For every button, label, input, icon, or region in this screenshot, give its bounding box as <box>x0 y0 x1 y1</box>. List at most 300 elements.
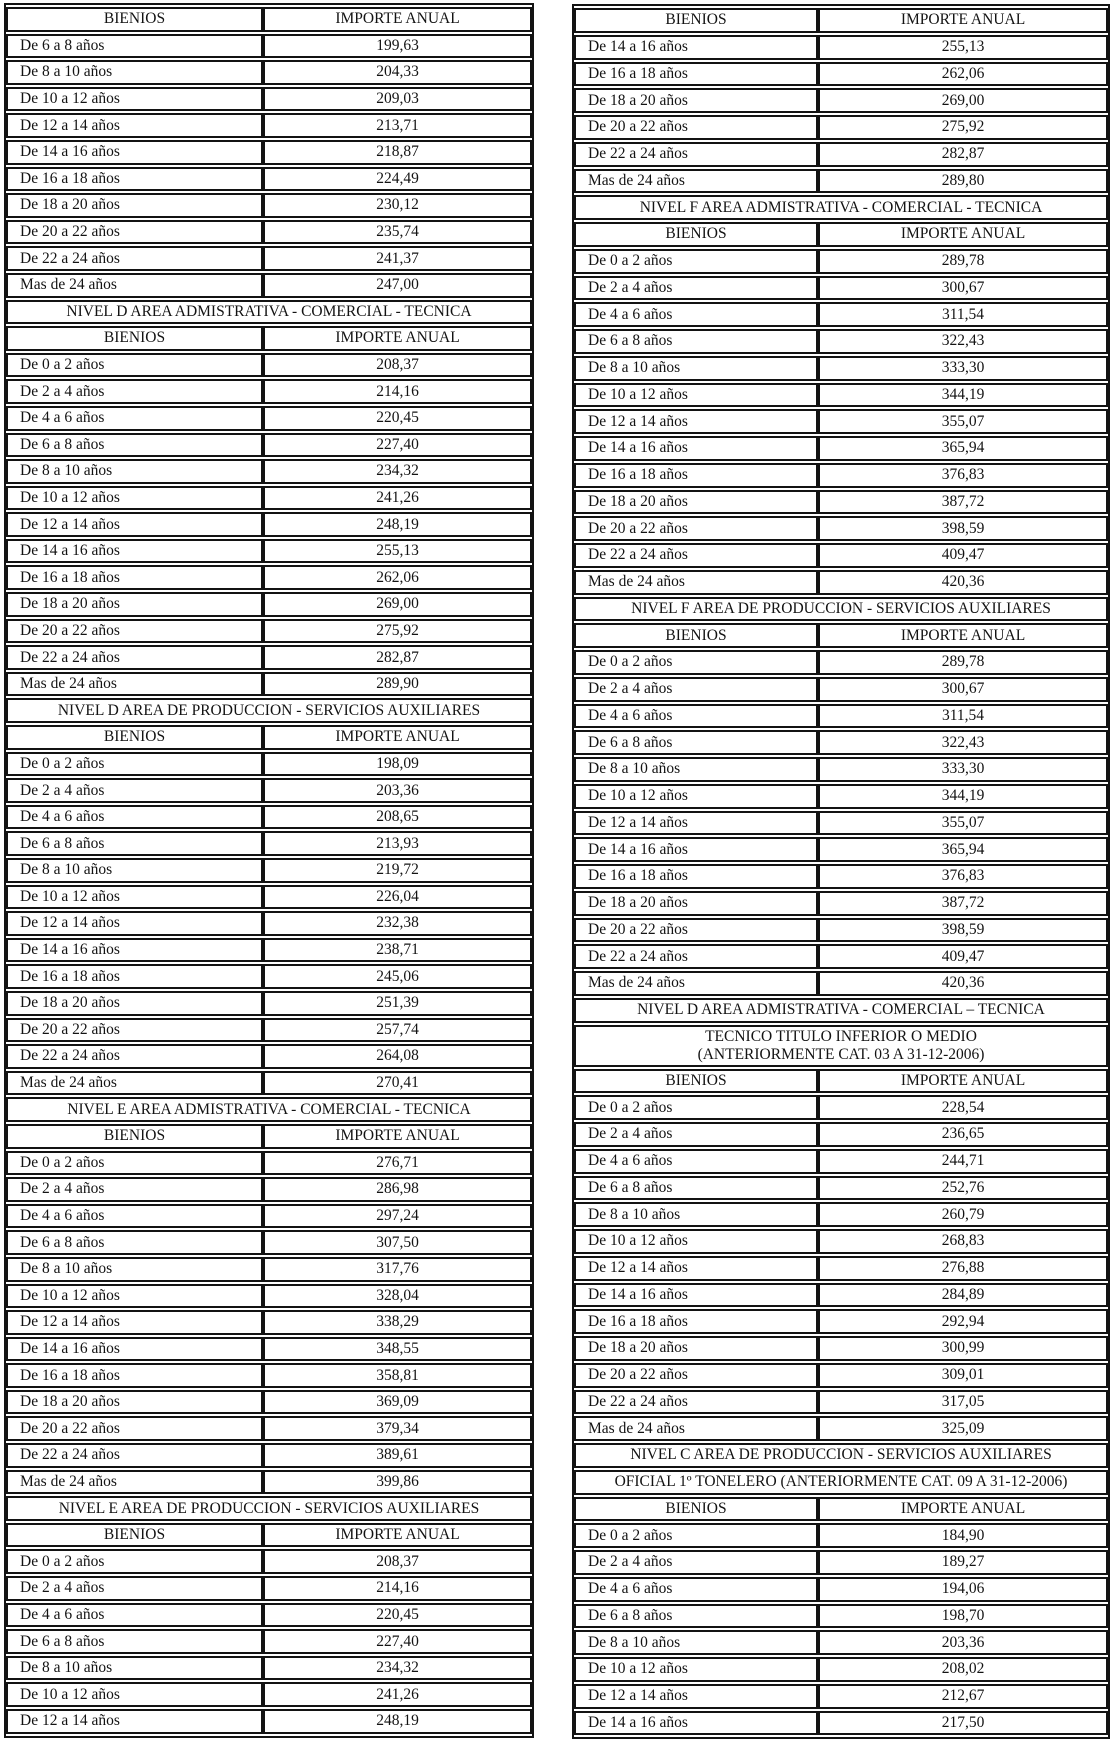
table-row <box>6 87 532 112</box>
column-header-row <box>6 7 532 32</box>
bienios-cell: De 18 a 20 años <box>6 592 263 617</box>
table-row <box>574 1309 1108 1334</box>
importe-cell: 255,13 <box>818 35 1108 60</box>
table-row <box>6 1603 532 1628</box>
bienios-cell: De 10 a 12 años <box>6 1682 263 1707</box>
table-row <box>574 490 1108 515</box>
bienios-cell: De 6 a 8 años <box>574 1176 818 1201</box>
table-row <box>574 1149 1108 1174</box>
importe-cell: 284,89 <box>818 1283 1108 1308</box>
bienios-cell: De 6 a 8 años <box>6 1629 263 1654</box>
table-row <box>574 1657 1108 1682</box>
table-row <box>6 1257 532 1282</box>
bienios-cell: De 22 a 24 años <box>574 142 818 167</box>
column-header-row <box>574 8 1108 33</box>
bienios-cell: Mas de 24 años <box>6 672 263 697</box>
table-row <box>574 1095 1108 1120</box>
bienios-cell: De 2 a 4 años <box>6 1177 263 1202</box>
section-title: NIVEL E AREA DE PRODUCCION - SERVICIOS AUXILIARES <box>6 1496 532 1521</box>
section-title: NIVEL D AREA DE PRODUCCION - SERVICIOS AUXILIARES <box>6 698 532 723</box>
importe-cell: 387,72 <box>818 490 1108 515</box>
bienios-cell: De 2 a 4 años <box>574 1122 818 1147</box>
bienios-cell: De 6 a 8 años <box>6 831 263 856</box>
table-row <box>574 1684 1108 1709</box>
bienios-cell: Mas de 24 años <box>6 1071 263 1096</box>
table-row <box>6 1310 532 1335</box>
importe-header-cell: IMPORTE ANUAL <box>818 8 1108 33</box>
importe-cell: 282,87 <box>818 142 1108 167</box>
column-header-row <box>574 222 1108 247</box>
bienios-cell: De 12 a 14 años <box>6 113 263 138</box>
column-header-row <box>574 1497 1108 1522</box>
importe-cell: 292,94 <box>818 1309 1108 1334</box>
bienios-cell: De 12 a 14 años <box>6 911 263 936</box>
importe-cell: 369,09 <box>263 1390 532 1415</box>
importe-cell: 275,92 <box>263 619 532 644</box>
bienios-header-cell: BIENIOS <box>6 7 263 32</box>
table-row <box>574 409 1108 434</box>
table-row <box>6 1363 532 1388</box>
importe-cell: 214,16 <box>263 1576 532 1601</box>
table-row <box>574 543 1108 568</box>
importe-cell: 322,43 <box>818 329 1108 354</box>
importe-header-cell: IMPORTE ANUAL <box>818 1069 1108 1094</box>
column-header-row <box>6 326 532 351</box>
importe-cell: 282,87 <box>263 645 532 670</box>
bienios-cell: De 6 a 8 años <box>6 34 263 59</box>
bienios-cell: De 0 a 2 años <box>6 1151 263 1176</box>
bienios-cell: De 10 a 12 años <box>6 1284 263 1309</box>
importe-cell: 227,40 <box>263 1629 532 1654</box>
salary-table-left-column <box>4 3 534 1738</box>
importe-cell: 198,09 <box>263 752 532 777</box>
table-row <box>574 704 1108 729</box>
table-row <box>6 1443 532 1468</box>
importe-cell: 230,12 <box>263 193 532 218</box>
importe-cell: 420,36 <box>818 570 1108 595</box>
importe-cell: 409,47 <box>818 543 1108 568</box>
table-row <box>6 1549 532 1574</box>
importe-cell: 398,59 <box>818 918 1108 943</box>
bienios-cell: De 6 a 8 años <box>574 730 818 755</box>
bienios-cell: De 6 a 8 años <box>574 1604 818 1629</box>
importe-cell: 241,26 <box>263 486 532 511</box>
importe-cell: 236,65 <box>818 1122 1108 1147</box>
section-title: NIVEL D AREA ADMISTRATIVA - COMERCIAL - TECNICA <box>6 300 532 325</box>
bienios-cell: De 10 a 12 años <box>574 1229 818 1254</box>
table-row <box>574 1416 1108 1441</box>
importe-cell: 198,70 <box>818 1604 1108 1629</box>
bienios-cell: De 16 a 18 años <box>6 964 263 989</box>
bienios-cell: De 22 a 24 años <box>6 1443 263 1468</box>
importe-cell: 203,36 <box>263 778 532 803</box>
importe-cell: 217,50 <box>818 1711 1108 1736</box>
importe-cell: 322,43 <box>818 730 1108 755</box>
table-row <box>574 864 1108 889</box>
bienios-cell: De 20 a 22 años <box>574 115 818 140</box>
bienios-cell: De 4 a 6 años <box>6 406 263 431</box>
importe-header-cell: IMPORTE ANUAL <box>263 1124 532 1149</box>
bienios-cell: Mas de 24 años <box>6 1470 263 1495</box>
bienios-header-cell: BIENIOS <box>574 1497 818 1522</box>
table-row <box>6 752 532 777</box>
table-row <box>6 1629 532 1654</box>
table-row <box>6 1071 532 1096</box>
importe-cell: 344,19 <box>818 784 1108 809</box>
table-row <box>574 169 1108 194</box>
importe-header-cell: IMPORTE ANUAL <box>263 326 532 351</box>
importe-cell: 248,19 <box>263 512 532 537</box>
bienios-cell: Mas de 24 años <box>574 570 818 595</box>
table-row <box>6 1204 532 1229</box>
table-row <box>574 918 1108 943</box>
section-title: NIVEL E AREA ADMISTRATIVA - COMERCIAL - TECNICA <box>6 1097 532 1122</box>
bienios-cell: De 20 a 22 años <box>6 220 263 245</box>
importe-cell: 365,94 <box>818 837 1108 862</box>
table-row <box>574 436 1108 461</box>
importe-cell: 289,78 <box>818 249 1108 274</box>
bienios-cell: De 0 a 2 años <box>6 752 263 777</box>
bienios-cell: De 8 a 10 años <box>6 1257 263 1282</box>
table-row <box>574 1577 1108 1602</box>
bienios-cell: De 8 a 10 años <box>6 858 263 883</box>
table-row <box>574 142 1108 167</box>
table-row <box>6 1682 532 1707</box>
table-row <box>6 1177 532 1202</box>
table-row <box>6 1284 532 1309</box>
importe-cell: 208,65 <box>263 805 532 830</box>
importe-cell: 241,37 <box>263 246 532 271</box>
importe-header-cell: IMPORTE ANUAL <box>818 1497 1108 1522</box>
bienios-cell: De 8 a 10 años <box>6 60 263 85</box>
importe-cell: 286,98 <box>263 1177 532 1202</box>
importe-cell: 317,76 <box>263 1257 532 1282</box>
bienios-cell: De 16 a 18 años <box>6 1363 263 1388</box>
bienios-header-cell: BIENIOS <box>574 222 818 247</box>
importe-cell: 276,88 <box>818 1256 1108 1281</box>
importe-cell: 409,47 <box>818 944 1108 969</box>
bienios-cell: De 2 a 4 años <box>574 1550 818 1575</box>
table-row <box>574 1630 1108 1655</box>
table-row <box>574 811 1108 836</box>
bienios-cell: De 22 a 24 años <box>6 246 263 271</box>
table-row <box>574 62 1108 87</box>
table-row <box>574 784 1108 809</box>
importe-cell: 270,41 <box>263 1071 532 1096</box>
importe-cell: 269,00 <box>263 592 532 617</box>
table-row <box>574 1256 1108 1281</box>
bienios-cell: De 20 a 22 años <box>574 918 818 943</box>
bienios-cell: De 6 a 8 años <box>6 433 263 458</box>
importe-cell: 213,71 <box>263 113 532 138</box>
table-row <box>6 1576 532 1601</box>
bienios-cell: De 4 a 6 años <box>574 1577 818 1602</box>
table-row <box>6 113 532 138</box>
importe-cell: 376,83 <box>818 864 1108 889</box>
bienios-cell: De 16 a 18 años <box>574 864 818 889</box>
importe-cell: 184,90 <box>818 1523 1108 1548</box>
table-row <box>6 619 532 644</box>
importe-cell: 218,87 <box>263 140 532 165</box>
importe-header-cell: IMPORTE ANUAL <box>263 7 532 32</box>
table-row <box>574 730 1108 755</box>
bienios-cell: De 2 a 4 años <box>574 677 818 702</box>
section-header-row <box>574 1025 1108 1067</box>
importe-cell: 275,92 <box>818 115 1108 140</box>
importe-cell: 227,40 <box>263 433 532 458</box>
table-row <box>574 1711 1108 1736</box>
table-row <box>6 512 532 537</box>
importe-cell: 260,79 <box>818 1202 1108 1227</box>
table-row <box>6 1656 532 1681</box>
salary-table-right-column <box>572 4 1110 1739</box>
table-row <box>574 1336 1108 1361</box>
bienios-cell: De 8 a 10 años <box>574 757 818 782</box>
table-row <box>6 1230 532 1255</box>
bienios-cell: De 18 a 20 años <box>6 1390 263 1415</box>
section-header-row <box>6 698 532 723</box>
importe-cell: 289,80 <box>818 169 1108 194</box>
importe-cell: 228,54 <box>818 1095 1108 1120</box>
column-header-row <box>6 725 532 750</box>
table-row <box>574 1283 1108 1308</box>
bienios-cell: De 20 a 22 años <box>6 1416 263 1441</box>
bienios-cell: De 18 a 20 años <box>6 193 263 218</box>
bienios-cell: De 10 a 12 años <box>574 1657 818 1682</box>
importe-cell: 300,67 <box>818 677 1108 702</box>
importe-cell: 317,05 <box>818 1390 1108 1415</box>
importe-cell: 365,94 <box>818 436 1108 461</box>
column-header-row <box>6 1124 532 1149</box>
table-row <box>574 463 1108 488</box>
table-row <box>6 565 532 590</box>
bienios-header-cell: BIENIOS <box>6 326 263 351</box>
table-row <box>574 115 1108 140</box>
importe-cell: 348,55 <box>263 1337 532 1362</box>
section-header-row <box>6 300 532 325</box>
table-row <box>6 246 532 271</box>
table-row <box>6 220 532 245</box>
bienios-cell: De 20 a 22 años <box>6 1018 263 1043</box>
importe-cell: 235,74 <box>263 220 532 245</box>
importe-cell: 245,06 <box>263 964 532 989</box>
bienios-cell: De 12 a 14 años <box>6 1310 263 1335</box>
bienios-cell: De 12 a 14 años <box>574 1684 818 1709</box>
table-row <box>574 1229 1108 1254</box>
table-row <box>574 650 1108 675</box>
section-header-row <box>574 195 1108 220</box>
table-row <box>574 1390 1108 1415</box>
section-header-row <box>574 1443 1108 1468</box>
bienios-cell: De 18 a 20 años <box>574 88 818 113</box>
bienios-cell: De 14 a 16 años <box>574 35 818 60</box>
bienios-cell: De 8 a 10 años <box>574 1202 818 1227</box>
bienios-cell: Mas de 24 años <box>574 169 818 194</box>
section-title: OFICIAL 1º TONELERO (ANTERIORMENTE CAT. 09 A 31-12-2006) <box>574 1470 1108 1495</box>
table-row <box>6 433 532 458</box>
bienios-cell: Mas de 24 años <box>574 1416 818 1441</box>
table-row <box>6 1390 532 1415</box>
bienios-cell: De 0 a 2 años <box>574 1523 818 1548</box>
bienios-cell: De 8 a 10 años <box>6 1656 263 1681</box>
bienios-cell: De 18 a 20 años <box>574 891 818 916</box>
importe-cell: 328,04 <box>263 1284 532 1309</box>
table-row <box>6 858 532 883</box>
table-row <box>574 302 1108 327</box>
table-row <box>6 778 532 803</box>
salary-table-left-body <box>6 7 532 1734</box>
table-row <box>574 944 1108 969</box>
bienios-header-cell: BIENIOS <box>574 623 818 648</box>
table-row <box>6 379 532 404</box>
bienios-cell: De 14 a 16 años <box>6 140 263 165</box>
importe-cell: 358,81 <box>263 1363 532 1388</box>
table-row <box>574 1550 1108 1575</box>
bienios-cell: De 6 a 8 años <box>6 1230 263 1255</box>
importe-cell: 203,36 <box>818 1630 1108 1655</box>
bienios-header-cell: BIENIOS <box>574 1069 818 1094</box>
table-row <box>6 193 532 218</box>
bienios-cell: De 4 a 6 años <box>6 805 263 830</box>
table-row <box>6 353 532 378</box>
table-row <box>574 891 1108 916</box>
importe-cell: 208,02 <box>818 1657 1108 1682</box>
importe-cell: 234,32 <box>263 459 532 484</box>
table-row <box>6 406 532 431</box>
bienios-cell: De 6 a 8 años <box>574 329 818 354</box>
bienios-cell: De 14 a 16 años <box>574 1283 818 1308</box>
section-header-row <box>574 1470 1108 1495</box>
importe-cell: 220,45 <box>263 1603 532 1628</box>
bienios-cell: De 12 a 14 años <box>574 1256 818 1281</box>
bienios-cell: De 14 a 16 años <box>6 539 263 564</box>
table-row <box>6 991 532 1016</box>
importe-cell: 194,06 <box>818 1577 1108 1602</box>
section-title: TECNICO TITULO INFERIOR O MEDIO (ANTERIORMENTE CAT. 03 A 31-12-2006) <box>574 1025 1108 1067</box>
importe-cell: 241,26 <box>263 1682 532 1707</box>
bienios-cell: De 2 a 4 años <box>6 778 263 803</box>
bienios-cell: De 12 a 14 años <box>6 1709 263 1734</box>
table-row <box>574 1202 1108 1227</box>
table-row <box>574 971 1108 996</box>
importe-cell: 244,71 <box>818 1149 1108 1174</box>
importe-cell: 333,30 <box>818 757 1108 782</box>
table-row <box>574 383 1108 408</box>
bienios-cell: De 16 a 18 años <box>574 463 818 488</box>
table-row <box>574 88 1108 113</box>
bienios-cell: De 4 a 6 años <box>6 1204 263 1229</box>
bienios-cell: De 2 a 4 años <box>574 276 818 301</box>
bienios-header-cell: BIENIOS <box>574 8 818 33</box>
table-row <box>6 1018 532 1043</box>
bienios-cell: Mas de 24 años <box>6 273 263 298</box>
table-row <box>574 757 1108 782</box>
importe-cell: 355,07 <box>818 811 1108 836</box>
importe-cell: 199,63 <box>263 34 532 59</box>
bienios-cell: De 16 a 18 años <box>6 565 263 590</box>
importe-cell: 219,72 <box>263 858 532 883</box>
bienios-header-cell: BIENIOS <box>6 725 263 750</box>
bienios-cell: De 4 a 6 años <box>574 302 818 327</box>
importe-cell: 276,71 <box>263 1151 532 1176</box>
bienios-cell: De 10 a 12 años <box>6 87 263 112</box>
importe-cell: 376,83 <box>818 463 1108 488</box>
importe-cell: 399,86 <box>263 1470 532 1495</box>
table-row <box>6 486 532 511</box>
bienios-cell: De 10 a 12 años <box>6 486 263 511</box>
importe-cell: 289,78 <box>818 650 1108 675</box>
importe-cell: 262,06 <box>263 565 532 590</box>
table-row <box>574 329 1108 354</box>
table-row <box>574 1363 1108 1388</box>
section-title: NIVEL C AREA DE PRODUCCION - SERVICIOS AUXILIARES <box>574 1443 1108 1468</box>
table-row <box>6 60 532 85</box>
table-row <box>574 837 1108 862</box>
bienios-cell: De 4 a 6 años <box>6 1603 263 1628</box>
importe-cell: 344,19 <box>818 383 1108 408</box>
importe-cell: 389,61 <box>263 1443 532 1468</box>
table-row <box>574 249 1108 274</box>
table-row <box>574 570 1108 595</box>
bienios-cell: De 2 a 4 años <box>6 1576 263 1601</box>
importe-header-cell: IMPORTE ANUAL <box>818 222 1108 247</box>
importe-cell: 208,37 <box>263 1549 532 1574</box>
importe-cell: 212,67 <box>818 1684 1108 1709</box>
bienios-cell: De 0 a 2 años <box>6 1549 263 1574</box>
bienios-cell: De 14 a 16 años <box>6 1337 263 1362</box>
importe-cell: 398,59 <box>818 516 1108 541</box>
table-row <box>574 1176 1108 1201</box>
importe-cell: 262,06 <box>818 62 1108 87</box>
table-row <box>6 1416 532 1441</box>
table-row <box>574 516 1108 541</box>
bienios-cell: De 10 a 12 años <box>6 885 263 910</box>
bienios-cell: De 16 a 18 años <box>6 167 263 192</box>
importe-cell: 297,24 <box>263 1204 532 1229</box>
table-row <box>6 34 532 59</box>
bienios-header-cell: BIENIOS <box>6 1124 263 1149</box>
bienios-cell: De 12 a 14 años <box>6 512 263 537</box>
table-row <box>574 35 1108 60</box>
importe-cell: 307,50 <box>263 1230 532 1255</box>
bienios-cell: De 0 a 2 años <box>574 650 818 675</box>
importe-cell: 387,72 <box>818 891 1108 916</box>
bienios-cell: De 4 a 6 años <box>574 1149 818 1174</box>
bienios-cell: De 22 a 24 años <box>574 944 818 969</box>
table-row <box>6 592 532 617</box>
importe-cell: 248,19 <box>263 1709 532 1734</box>
section-title: NIVEL F AREA DE PRODUCCION - SERVICIOS AUXILIARES <box>574 597 1108 622</box>
table-row <box>6 539 532 564</box>
table-row <box>6 938 532 963</box>
importe-cell: 333,30 <box>818 356 1108 381</box>
table-row <box>6 831 532 856</box>
importe-cell: 338,29 <box>263 1310 532 1335</box>
importe-cell: 189,27 <box>818 1550 1108 1575</box>
importe-cell: 255,13 <box>263 539 532 564</box>
importe-cell: 289,90 <box>263 672 532 697</box>
importe-cell: 204,33 <box>263 60 532 85</box>
bienios-cell: De 20 a 22 años <box>574 1363 818 1388</box>
bienios-cell: De 14 a 16 años <box>6 938 263 963</box>
importe-cell: 226,04 <box>263 885 532 910</box>
bienios-cell: De 20 a 22 años <box>574 516 818 541</box>
importe-cell: 252,76 <box>818 1176 1108 1201</box>
table-row <box>574 1122 1108 1147</box>
bienios-cell: Mas de 24 años <box>574 971 818 996</box>
bienios-cell: De 8 a 10 años <box>6 459 263 484</box>
bienios-cell: De 0 a 2 años <box>574 1095 818 1120</box>
